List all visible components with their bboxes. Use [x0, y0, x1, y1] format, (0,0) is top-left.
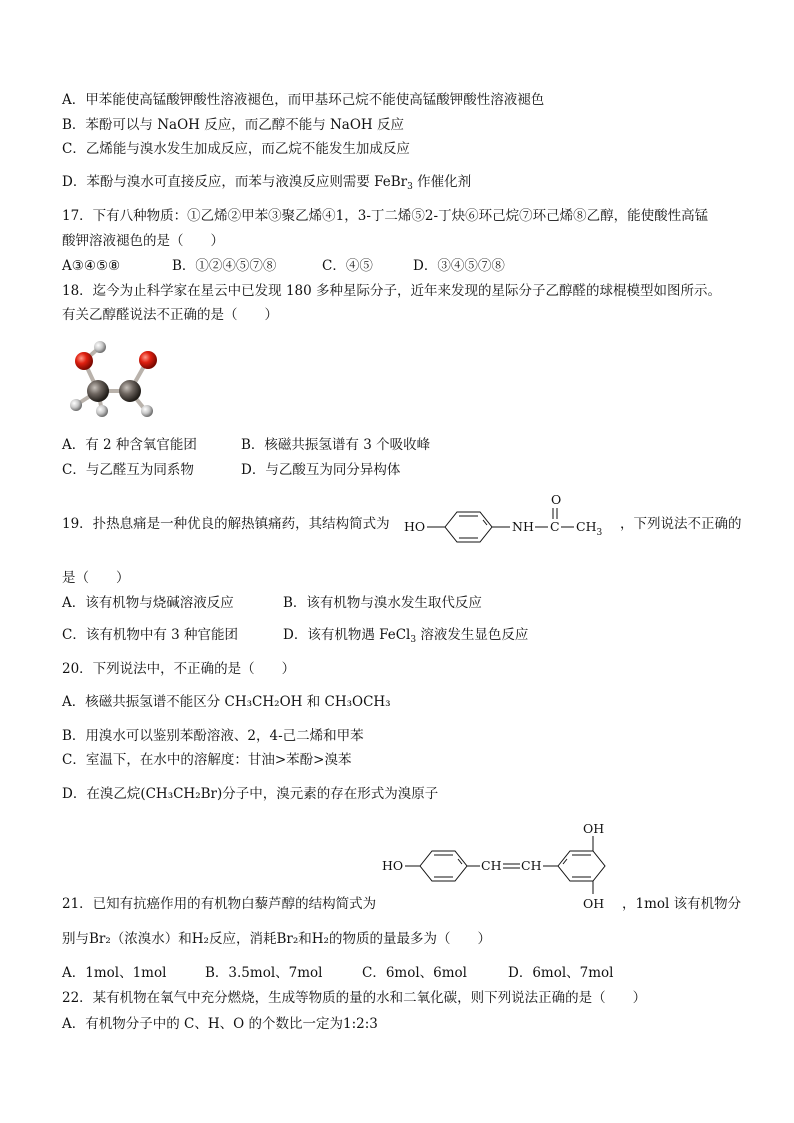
h-atom-lower-left	[70, 399, 82, 411]
struct-oh-bottom-label: OH	[583, 896, 605, 911]
q19-option-a: A．该有机物与烧碱溶液反应	[62, 595, 234, 611]
q22-option-a: A．有机物分子中的 C、H、O 的个数比一定为1:2:3	[62, 1016, 378, 1032]
q18-option-a: A．有 2 种含氧官能团	[62, 437, 197, 453]
q18-option-c: C．与乙醛互为同系物	[62, 462, 194, 478]
q16-option-d-sub: 3	[407, 182, 413, 192]
q17-stem-line1: 17．下有八种物质：①乙烯②甲苯③聚乙烯④1，3-丁二烯⑤2-丁炔⑥环己烷⑦环己烯⑧乙醇，能使酸性高锰	[62, 208, 709, 224]
o-atom-left	[75, 352, 93, 370]
q19-option-d-sub: 3	[410, 635, 417, 645]
q19-option-d-text: D．该有机物遇 FeCl	[283, 627, 411, 643]
struct-nh-label: NH	[512, 519, 534, 534]
q20-option-b: B．用溴水可以鉴别苯酚溶液、2，4-己二烯和甲苯	[62, 728, 364, 744]
q18-stem-line1: 18．迄今为止科学家在星云中已发现 180 多种星际分子，近年来发现的星际分子乙醇醛的球棍模型如图所示。	[62, 283, 722, 299]
q16-option-c: C．乙烯能与溴水发生加成反应，而乙烷不能发生加成反应	[62, 141, 410, 157]
c-atom-right	[119, 380, 141, 402]
q20-option-a: A．核磁共振氢谱不能区分 CH₃CH₂OH 和 CH₃OCH₃	[62, 694, 391, 710]
q21-option-c: C．6mol、6mol	[362, 965, 468, 981]
q16-option-b: B．苯酚可以与 NaOH 反应，而乙醇不能与 NaOH 反应	[62, 117, 404, 133]
q19-option-d	[283, 626, 528, 644]
q20-option-d: D．在溴乙烷(CH₃CH₂Br)分子中，溴元素的存在形式为溴原子	[62, 786, 439, 802]
q19-stem-tail: ，下列说法不正确的	[620, 516, 742, 532]
h-atom-lower-right	[141, 405, 153, 417]
q19-stem-line1: 19．扑热息痛是一种优良的解热镇痛药，其结构简式为	[62, 516, 390, 532]
struct-oh-top-label: OH	[583, 821, 605, 836]
q17-option-b: B．①②④⑤⑦⑧	[172, 258, 277, 274]
struct-ch-label-1: CH	[481, 858, 502, 873]
o-atom-right	[139, 351, 157, 369]
struct-ho-label: HO	[382, 858, 404, 873]
q16-option-d-text: D．苯酚与溴水可直接反应，而苯与液溴反应则需要 FeBr	[62, 174, 408, 190]
q20-stem: 20．下列说法中，不正确的是（ ）	[62, 661, 296, 677]
q22-stem: 22．某有机物在氧气中充分燃烧，生成等物质的量的水和二氧化碳，则下列说法正确的是（ ）	[62, 990, 647, 1006]
q21-option-d: D．6mol、7mol	[508, 965, 614, 981]
q19-option-b: B．该有机物与溴水发生取代反应	[283, 595, 482, 611]
q19-stem-line2: 是（ ）	[62, 570, 130, 586]
resveratrol-structure	[380, 818, 620, 914]
q16-option-a: A．甲苯能使高锰酸钾酸性溶液褪色，而甲基环己烷不能使高锰酸钾酸性溶液褪色	[62, 92, 545, 108]
h-atom-top	[94, 341, 106, 353]
glycolaldehyde-ball-stick-model	[62, 333, 172, 423]
q19-option-d-tail: 溶液发生显色反应	[416, 627, 529, 643]
q21-stem-line1: 21．已知有抗癌作用的有机物白藜芦醇的结构简式为	[62, 896, 377, 912]
q16-option-d-tail: 作催化剂	[412, 174, 472, 190]
q21-stem-line2: 别与Br₂（浓溴水）和H₂反应，消耗Br₂和H₂的物质的量最多为（ ）	[62, 931, 491, 947]
q21-option-b: B．3.5mol、7mol	[205, 965, 323, 981]
q18-stem-line2: 有关乙醇醛说法不正确的是（ ）	[62, 307, 278, 323]
q20-option-c: C．室温下，在水中的溶解度：甘油>苯酚>溴苯	[62, 752, 352, 768]
c-atom-left	[87, 380, 109, 402]
struct-c-label: C	[550, 519, 560, 534]
q17-option-d: D．③④⑤⑦⑧	[413, 258, 505, 274]
q16-option-d	[62, 173, 471, 191]
q17-stem-line2: 酸钾溶液褪色的是（ ）	[62, 233, 224, 249]
struct-ho-label: HO	[404, 519, 426, 534]
struct-o-label: O	[551, 492, 562, 507]
q19-option-c: C．该有机物中有 3 种官能团	[62, 627, 239, 643]
q18-option-d: D．与乙酸互为同分异构体	[241, 462, 401, 478]
struct-ch-label-2: CH	[521, 858, 542, 873]
struct-ch3-label: $CH_3$	[576, 519, 603, 538]
q17-option-c: C．④⑤	[322, 258, 373, 274]
h-atom-lower-mid	[96, 405, 108, 417]
q18-option-b: B．核磁共振氢谱有 3 个吸收峰	[241, 437, 431, 453]
paracetamol-structure	[400, 488, 618, 548]
q17-option-a: A③④⑤⑧	[62, 258, 121, 274]
q21-option-a: A．1mol、1mol	[62, 965, 167, 981]
q21-stem-tail: ，1mol 该有机物分	[622, 896, 742, 912]
